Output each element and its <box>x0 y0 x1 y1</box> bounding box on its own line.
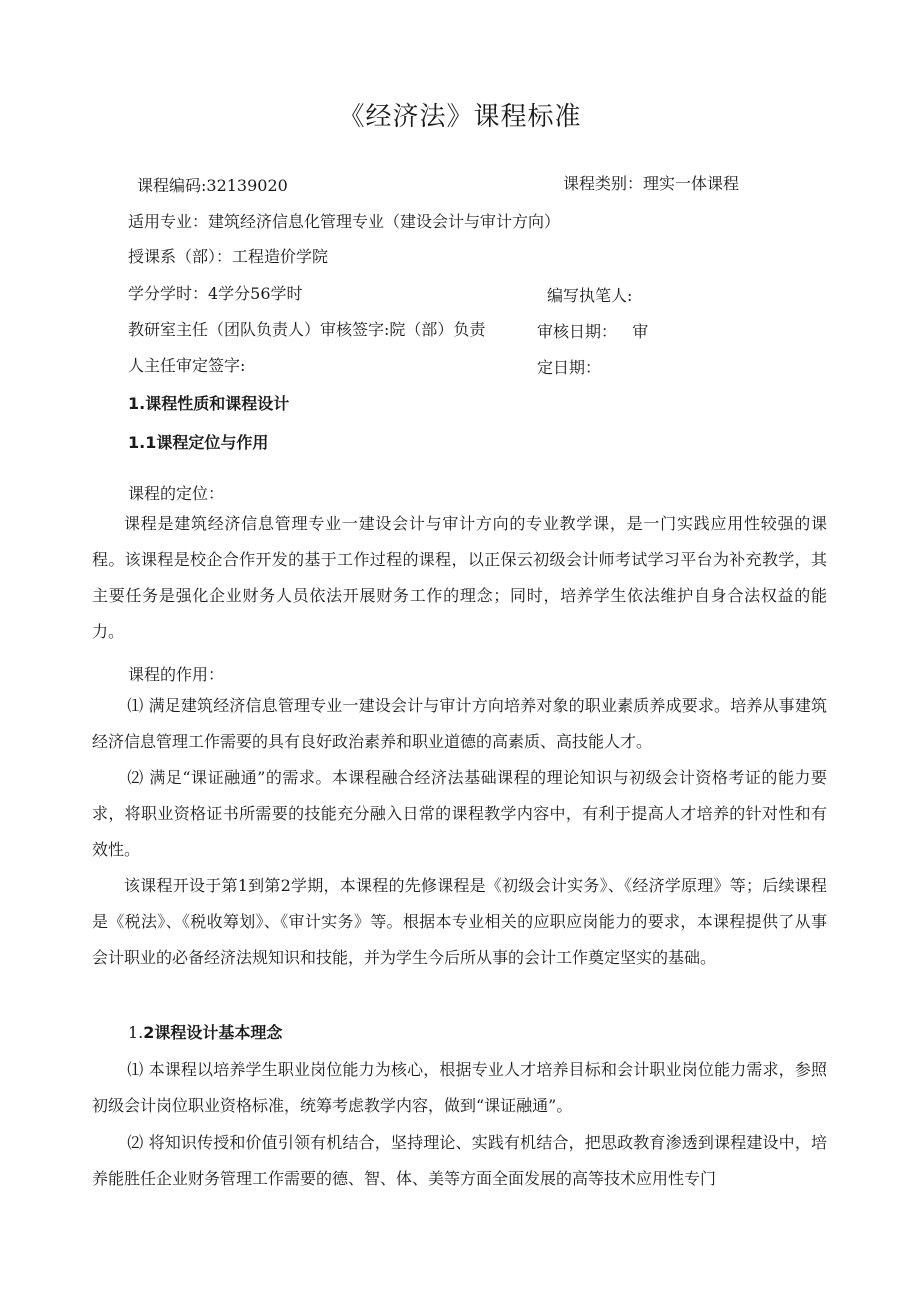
role-item-1: ⑴ 满足建筑经济信息管理专业一建设会计与审计方向培养对象的职业素质养成要求。培养从事建筑经济信息管理工作需要的具有良好政治素养和职业道德的高素质、高技能人才。 <box>92 696 827 751</box>
review-date-line2: 定日期： <box>537 358 602 377</box>
concept-item-2: ⑵ 将知识传授和价值引领有机结合，坚持理论、实践有机结合，把思政教育渗透到课程建设中，培养能胜任企业财务管理工作需要的德、智、体、美等方面全面发展的高等技术应用性专门 <box>92 1133 827 1188</box>
section-heading-1: 1.课程性质和课程设计 <box>128 394 290 413</box>
teaching-department: 授课系（部）：工程造价学院 <box>128 247 329 266</box>
course-code: 课程编码:32139020 <box>137 176 288 195</box>
review-date-line1: 审核日期： 审 <box>537 322 649 341</box>
approval-signature-line1: 教研室主任（团队负责人）审核签字:院（部）负责 <box>128 320 486 339</box>
section-heading-1-2-number: 1. <box>128 1023 144 1042</box>
positioning-paragraph: 课程是建筑经济信息管理专业一建设会计与审计方向的专业教学课，是一门实践应用性较强的课程。该课程是校企合作开发的基于工作过程的课程，以正保云初级会计师考试学习平台为补充教学，其主要任务是强化企业财务人员依法开展财务工作的理念；同时，培养学生依法维护自身合法权益的能力。 <box>92 514 827 641</box>
document-title: 《经济法》课程标准 <box>338 102 582 132</box>
course-type: 课程类别：理实一体课程 <box>563 174 740 193</box>
concept-item-1: ⑴ 本课程以培养学生职业岗位能力为核心，根据专业人才培养目标和会计职业岗位能力需求，参照初级会计岗位职业资格标准，统筹考虑教学内容，做到“课证融通”。 <box>92 1060 827 1115</box>
credits-hours: 学分学时：4学分56学时 <box>128 284 303 303</box>
applicable-major: 适用专业：建筑经济信息化管理专业（建设会计与审计方向） <box>128 212 561 231</box>
role-label: 课程的作用： <box>128 665 225 684</box>
role-item-2: ⑵ 满足“课证融通”的需求。本课程融合经济法基础课程的理论知识与初级会计资格考证的能力要求，将职业资格证书所需要的技能充分融入日常的课程教学内容中，有利于提高人才培养的针对性和有效性。 <box>92 768 827 859</box>
semester-paragraph: 该课程开设于第1到第2学期，本课程的先修课程是《初级会计实务》、《经济学原理》等；后续课程是《税法》、《税收筹划》、《审计实务》等。根据本专业相关的应职应岗能力的要求，本课程提供了从事会计职业的必备经济法规知识和技能，并为学生今后所从事的会计工作奠定坚实的基础。 <box>92 876 827 967</box>
section-heading-1-2 <box>128 1020 282 1043</box>
positioning-label: 课程的定位： <box>128 484 225 503</box>
approval-signature-line2: 人主任审定签字: <box>128 356 246 375</box>
section-heading-1-2-text: 2课程设计基本理念 <box>143 1023 283 1042</box>
section-heading-1-1: 1.1课程定位与作用 <box>128 433 269 452</box>
author-label: 编写执笔人: <box>547 286 633 305</box>
